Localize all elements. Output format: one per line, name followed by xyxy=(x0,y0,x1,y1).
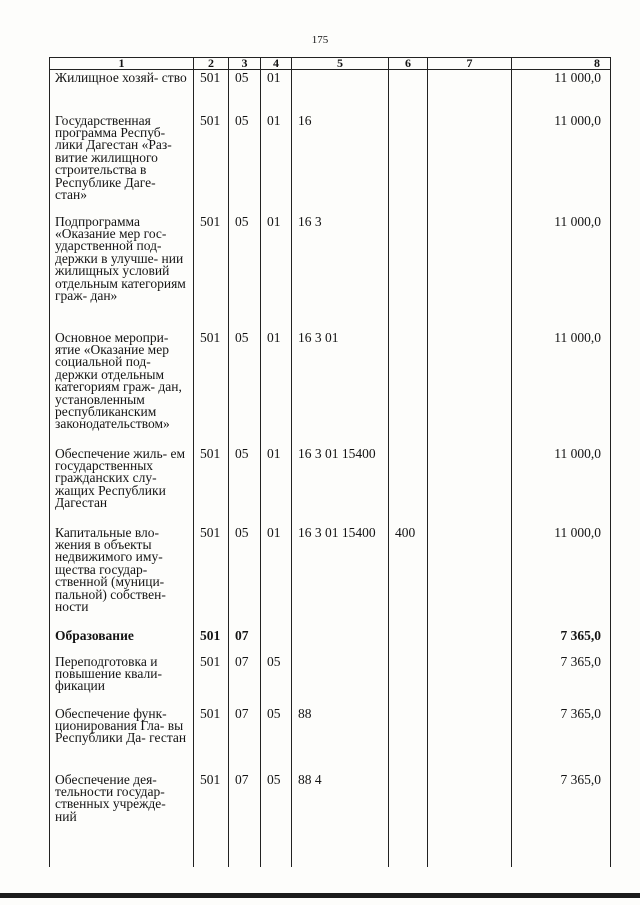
row-subsection-code: 01 xyxy=(261,70,292,113)
table-row xyxy=(50,706,611,772)
row-target-code: 88 4 xyxy=(292,772,389,867)
row-amount: 7 365,0 xyxy=(512,628,611,654)
column-header: 8 xyxy=(512,58,611,70)
row-name: Капитальные вло- жения в объекты недвижимого иму- щества государ- ственной (муници- пальной) собствен- ности xyxy=(50,525,194,628)
row-expense-type xyxy=(389,113,428,214)
row-section-code: 05 xyxy=(229,70,261,113)
row-subsection-code: 05 xyxy=(261,772,292,867)
column-header: 7 xyxy=(428,58,512,70)
row-subsection-code xyxy=(261,628,292,654)
row-amount: 7 365,0 xyxy=(512,654,611,706)
row-col7 xyxy=(428,113,512,214)
table-row xyxy=(50,772,611,867)
table-row xyxy=(50,330,611,446)
row-target-code: 16 3 01 15400 xyxy=(292,446,389,525)
row-name: Обеспечение дея- тельности государ- ственных учрежде- ний xyxy=(50,772,194,867)
row-target-code: 16 3 xyxy=(292,214,389,330)
column-header: 6 xyxy=(389,58,428,70)
row-section-code: 05 xyxy=(229,214,261,330)
row-col7 xyxy=(428,214,512,330)
row-amount: 11 000,0 xyxy=(512,214,611,330)
row-expense-type xyxy=(389,654,428,706)
row-name: Обеспечение функ- ционирования Гла- вы Республики Да- гестан xyxy=(50,706,194,772)
row-expense-type xyxy=(389,70,428,113)
row-col7 xyxy=(428,706,512,772)
row-ministry-code: 501 xyxy=(194,70,229,113)
page-number: 175 xyxy=(311,34,329,46)
row-subsection-code: 01 xyxy=(261,214,292,330)
row-name: Обеспечение жиль- ем государственных гражданских слу- жащих Республики Дагестан xyxy=(50,446,194,525)
table-row xyxy=(50,70,611,113)
row-section-code: 07 xyxy=(229,654,261,706)
row-section-code: 07 xyxy=(229,706,261,772)
row-subsection-code: 01 xyxy=(261,446,292,525)
row-col7 xyxy=(428,654,512,706)
row-col7 xyxy=(428,70,512,113)
row-target-code: 16 3 01 15400 xyxy=(292,525,389,628)
row-subsection-code: 01 xyxy=(261,525,292,628)
budget-table xyxy=(49,57,611,867)
row-amount: 7 365,0 xyxy=(512,772,611,867)
row-name: Подпрограмма «Оказание мер гос- ударственной под- держки в улучше- нии жилищных условий отдельным категориям граж- дан» xyxy=(50,214,194,330)
row-col7 xyxy=(428,446,512,525)
row-amount: 7 365,0 xyxy=(512,706,611,772)
row-section-code: 05 xyxy=(229,113,261,214)
row-expense-type xyxy=(389,706,428,772)
row-ministry-code: 501 xyxy=(194,654,229,706)
row-amount: 11 000,0 xyxy=(512,70,611,113)
column-header: 3 xyxy=(229,58,261,70)
row-target-code: 16 3 01 xyxy=(292,330,389,446)
row-ministry-code: 501 xyxy=(194,706,229,772)
table-row xyxy=(50,446,611,525)
row-ministry-code: 501 xyxy=(194,628,229,654)
table-row xyxy=(50,525,611,628)
table-row xyxy=(50,214,611,330)
row-name: Жилищное хозяй- ство xyxy=(50,70,194,113)
table-row xyxy=(50,654,611,706)
row-col7 xyxy=(428,525,512,628)
scan-edge-line xyxy=(0,893,640,898)
row-ministry-code: 501 xyxy=(194,113,229,214)
row-expense-type xyxy=(389,214,428,330)
column-header: 4 xyxy=(261,58,292,70)
row-amount: 11 000,0 xyxy=(512,446,611,525)
row-subsection-code: 05 xyxy=(261,654,292,706)
row-target-code xyxy=(292,654,389,706)
row-expense-type xyxy=(389,330,428,446)
row-target-code: 88 xyxy=(292,706,389,772)
row-expense-type xyxy=(389,628,428,654)
row-target-code xyxy=(292,70,389,113)
row-ministry-code: 501 xyxy=(194,772,229,867)
row-amount: 11 000,0 xyxy=(512,330,611,446)
row-ministry-code: 501 xyxy=(194,446,229,525)
row-name: Образование xyxy=(50,628,194,654)
row-col7 xyxy=(428,330,512,446)
row-ministry-code: 501 xyxy=(194,330,229,446)
row-ministry-code: 501 xyxy=(194,525,229,628)
row-name: Переподготовка и повышение квали- фикации xyxy=(50,654,194,706)
row-subsection-code: 01 xyxy=(261,113,292,214)
row-ministry-code: 501 xyxy=(194,214,229,330)
table-row xyxy=(50,628,611,654)
row-subsection-code: 05 xyxy=(261,706,292,772)
row-col7 xyxy=(428,772,512,867)
row-target-code xyxy=(292,628,389,654)
row-name: Государственная программа Респуб- лики Дагестан «Раз- витие жилищного строительства в Республике Даге- стан» xyxy=(50,113,194,214)
row-section-code: 05 xyxy=(229,446,261,525)
row-expense-type xyxy=(389,772,428,867)
row-section-code: 05 xyxy=(229,330,261,446)
row-col7 xyxy=(428,628,512,654)
row-name: Основное меропри- ятие «Оказание мер социальной под- держки отдельным категориям граж- дан, установленным республиканским законодательством» xyxy=(50,330,194,446)
row-section-code: 05 xyxy=(229,525,261,628)
row-amount: 11 000,0 xyxy=(512,525,611,628)
column-header: 2 xyxy=(194,58,229,70)
column-header: 5 xyxy=(292,58,389,70)
row-target-code: 16 xyxy=(292,113,389,214)
row-section-code: 07 xyxy=(229,628,261,654)
row-section-code: 07 xyxy=(229,772,261,867)
row-expense-type: 400 xyxy=(389,525,428,628)
row-amount: 11 000,0 xyxy=(512,113,611,214)
column-header: 1 xyxy=(50,58,194,70)
table-row xyxy=(50,113,611,214)
row-expense-type xyxy=(389,446,428,525)
header-row xyxy=(50,58,611,70)
row-subsection-code: 01 xyxy=(261,330,292,446)
